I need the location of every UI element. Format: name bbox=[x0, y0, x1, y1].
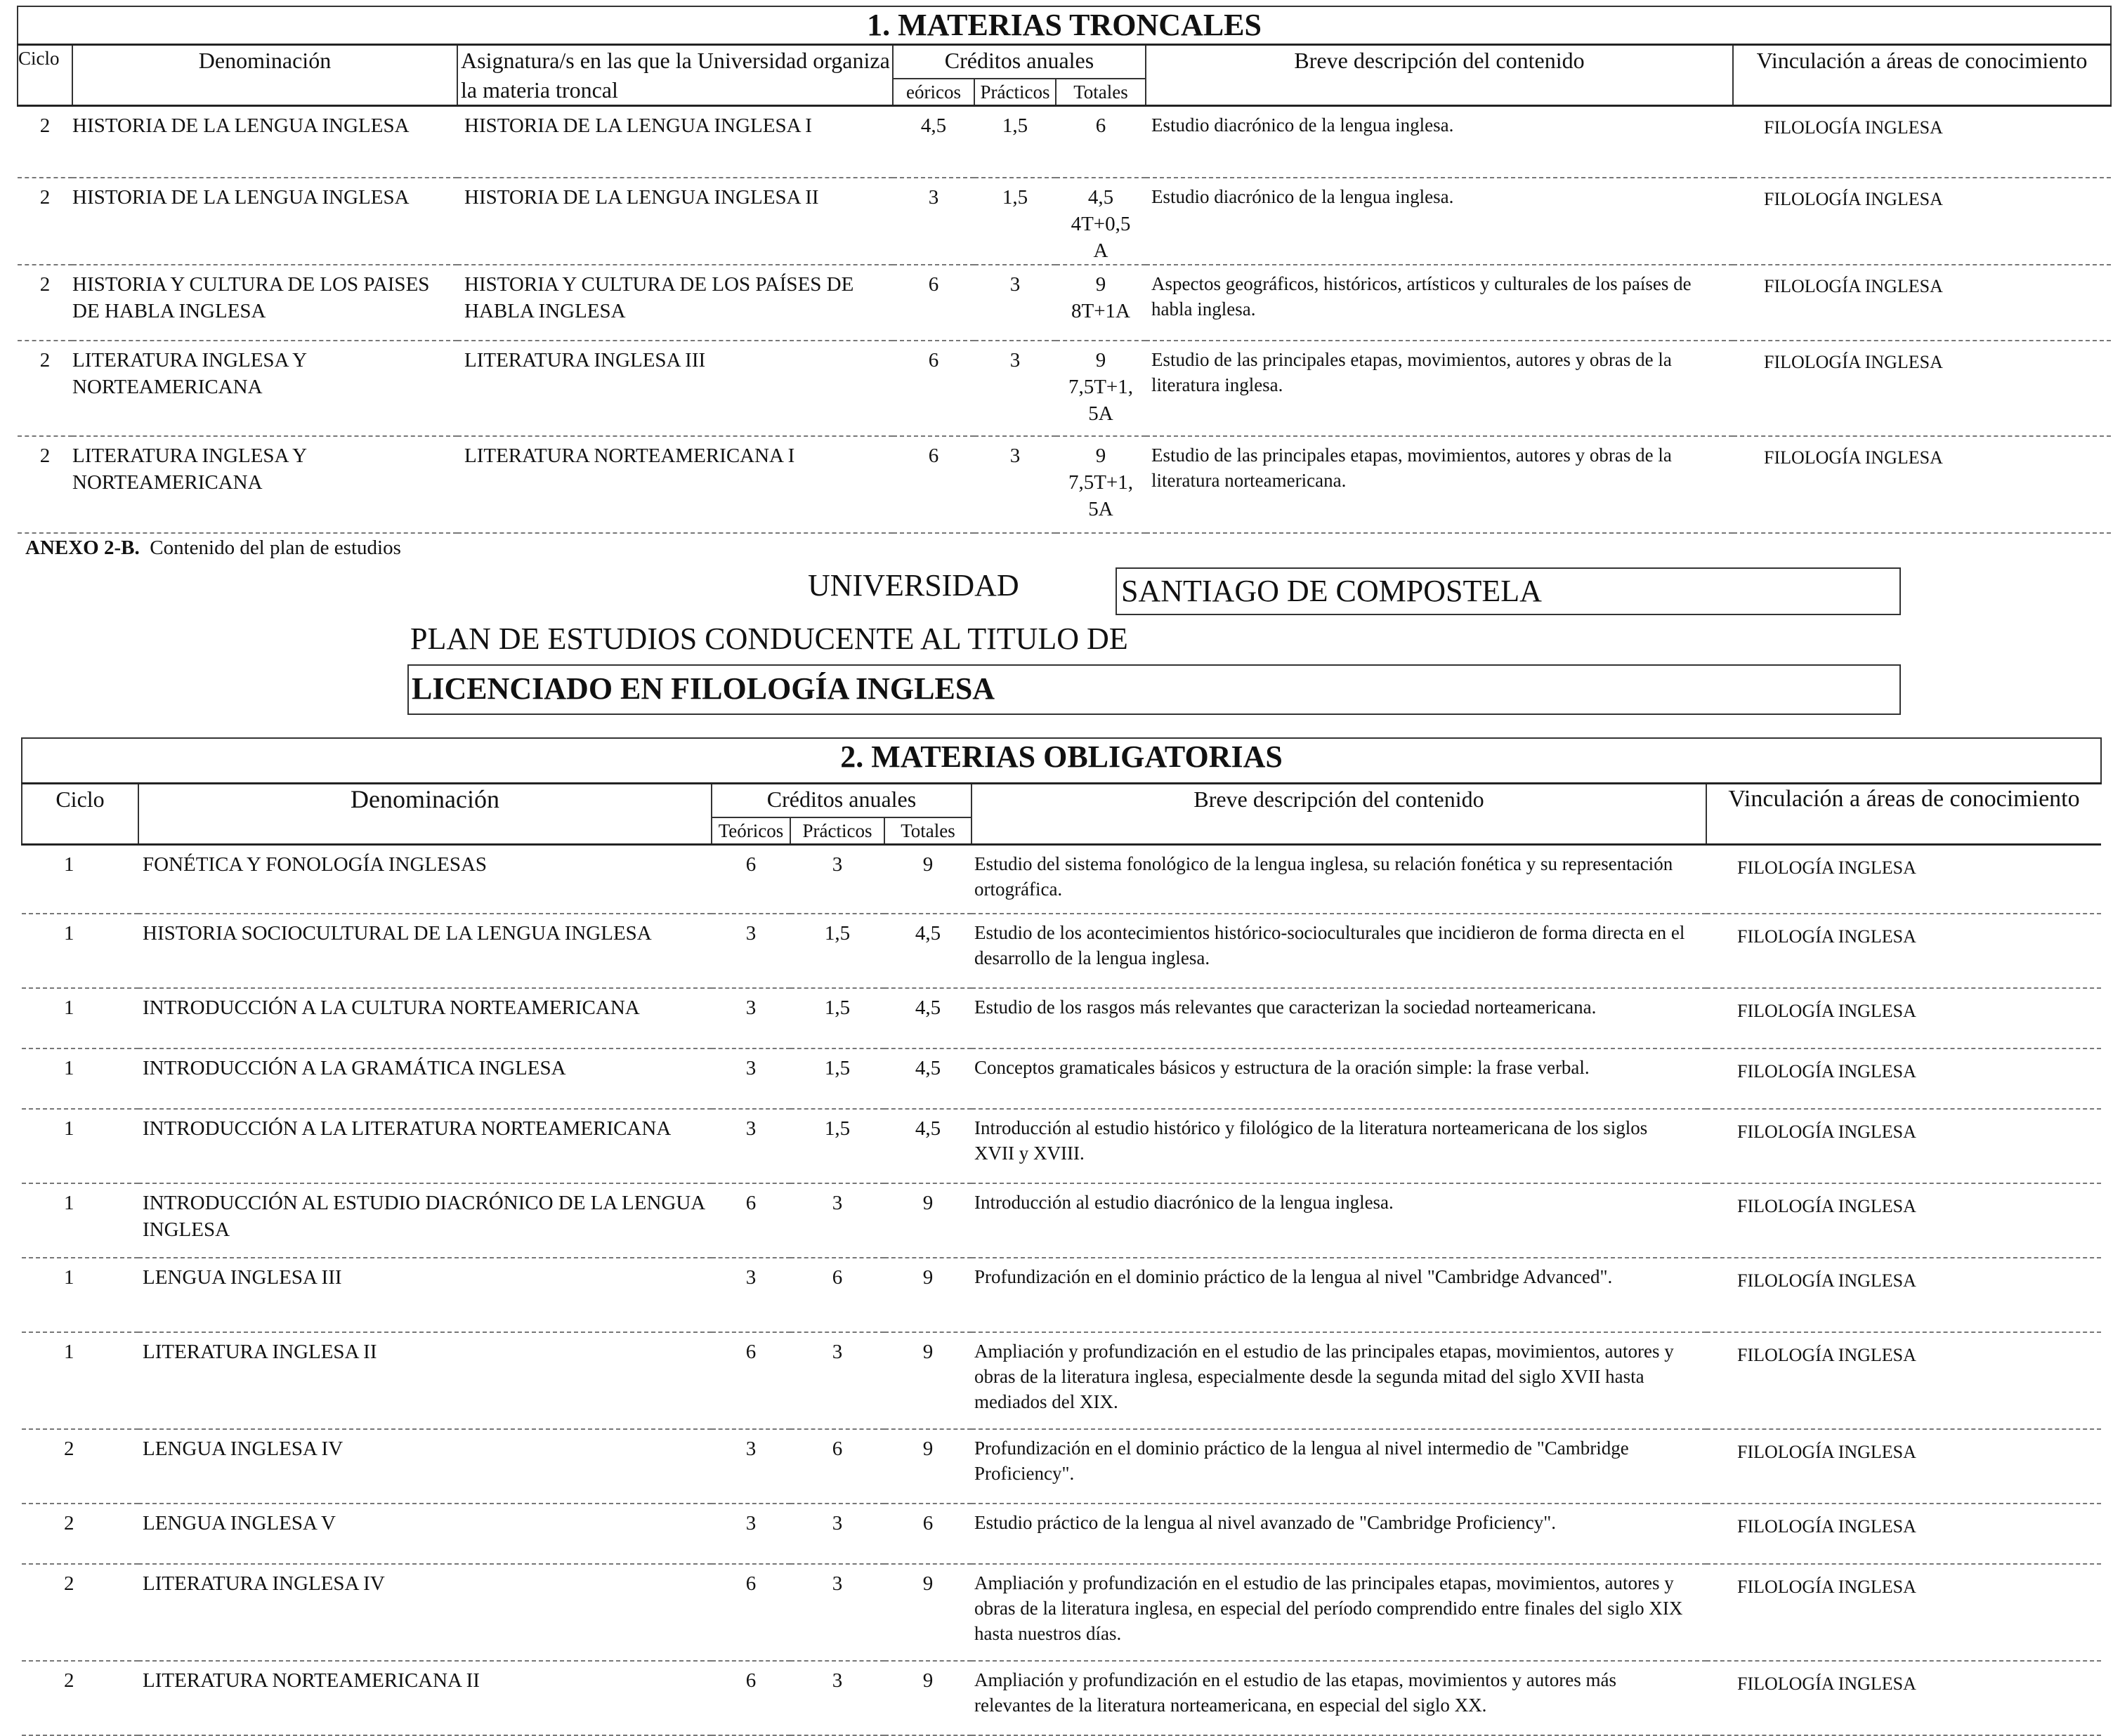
header-practicos: Prácticos bbox=[790, 817, 884, 845]
practicos-cell: 1,5 bbox=[974, 106, 1056, 178]
totales-cell: 4,5 bbox=[884, 1048, 972, 1109]
ciclo-cell: 2 bbox=[18, 178, 72, 265]
annex-label: ANEXO 2-B. bbox=[25, 537, 140, 559]
denominacion-cell: HISTORIA DE LA LENGUA INGLESA bbox=[72, 178, 457, 265]
totales-cell: 9 bbox=[884, 1332, 972, 1429]
totales-cell: 4,5 4T+0,5 A bbox=[1056, 178, 1146, 265]
practicos-cell: 3 bbox=[790, 845, 884, 914]
practicos-cell: 3 bbox=[790, 1183, 884, 1258]
descripcion-cell: Ampliación y profundización en el estudio de las etapas, movimientos y autores más relevantes de la literatura norteamericana, en especial del siglo XX. bbox=[972, 1661, 1706, 1735]
denominacion-cell: HISTORIA Y CULTURA DE LOS PAISES DE HABLA INGLESA bbox=[72, 265, 457, 341]
obligatorias-table bbox=[21, 737, 2102, 1736]
area-cell: FILOLOGÍA INGLESA bbox=[1706, 1183, 2101, 1258]
ciclo-cell: 2 bbox=[22, 1564, 138, 1661]
area-cell: FILOLOGÍA INGLESA bbox=[1706, 1504, 2101, 1564]
denominacion-cell: INTRODUCCIÓN A LA LITERATURA NORTEAMERICANA bbox=[138, 1109, 712, 1183]
descripcion-cell: Ampliación y profundización en el estudio de las principales etapas, movimientos, autores y obras de la literatura inglesa, en especial del período comprendido entre finales del siglo XIX hasta nuestros días. bbox=[972, 1564, 1706, 1661]
area-cell: FILOLOGÍA INGLESA bbox=[1733, 341, 2111, 436]
descripcion-cell: Estudio de los acontecimientos histórico-socioculturales que incidieron de forma directa en el desarrollo de la lengua inglesa. bbox=[972, 914, 1706, 988]
practicos-cell: 3 bbox=[790, 1332, 884, 1429]
practicos-cell: 3 bbox=[790, 1564, 884, 1661]
descripcion-cell: Ampliación y profundización en el estudio de las principales etapas, movimientos, autores y obras de la literatura inglesa, especialmente desde la segunda mitad del siglo XVII hasta mediados del XIX. bbox=[972, 1332, 1706, 1429]
area-cell: FILOLOGÍA INGLESA bbox=[1733, 265, 2111, 341]
table-row bbox=[22, 1109, 2101, 1183]
teoricos-cell: 6 bbox=[712, 1661, 790, 1735]
denominacion-cell: LITERATURA INGLESA Y NORTEAMERICANA bbox=[72, 436, 457, 533]
ciclo-cell: 2 bbox=[18, 436, 72, 533]
header-descripcion: Breve descripción del contenido bbox=[972, 784, 1706, 845]
obligatorias-title: 2. MATERIAS OBLIGATORIAS bbox=[22, 738, 2101, 784]
header-teoricos: Teóricos bbox=[712, 817, 790, 845]
table-row bbox=[22, 1564, 2101, 1661]
ciclo-cell: 2 bbox=[22, 1661, 138, 1735]
area-cell: FILOLOGÍA INGLESA bbox=[1706, 1048, 2101, 1109]
teoricos-cell: 3 bbox=[712, 914, 790, 988]
totales-cell: 9 7,5T+1, 5A bbox=[1056, 341, 1146, 436]
area-cell: FILOLOGÍA INGLESA bbox=[1706, 988, 2101, 1048]
totales-cell: 9 bbox=[884, 1429, 972, 1504]
table-row bbox=[22, 1661, 2101, 1735]
teoricos-cell: 6 bbox=[893, 436, 974, 533]
descripcion-cell: Introducción al estudio histórico y filológico de la literatura norteamericana de los siglos XVII y XVIII. bbox=[972, 1109, 1706, 1183]
area-cell: FILOLOGÍA INGLESA bbox=[1706, 1109, 2101, 1183]
practicos-cell: 3 bbox=[974, 265, 1056, 341]
troncales-title: 1. MATERIAS TRONCALES bbox=[18, 6, 2111, 45]
practicos-cell: 3 bbox=[974, 341, 1056, 436]
teoricos-cell: 6 bbox=[712, 1183, 790, 1258]
ciclo-cell: 2 bbox=[18, 265, 72, 341]
header-practicos: Prácticos bbox=[974, 79, 1056, 106]
teoricos-cell: 6 bbox=[893, 265, 974, 341]
descripcion-cell: Estudio de los rasgos más relevantes que caracterizan la sociedad norteamericana. bbox=[972, 988, 1706, 1048]
area-cell: FILOLOGÍA INGLESA bbox=[1706, 1564, 2101, 1661]
descripcion-cell: Estudio práctico de la lengua al nivel avanzado de "Cambridge Proficiency". bbox=[972, 1504, 1706, 1564]
practicos-cell: 1,5 bbox=[790, 1109, 884, 1183]
practicos-cell: 6 bbox=[790, 1258, 884, 1332]
table-row bbox=[22, 1332, 2101, 1429]
ciclo-cell: 1 bbox=[22, 1332, 138, 1429]
practicos-cell: 3 bbox=[790, 1661, 884, 1735]
denominacion-cell: INTRODUCCIÓN AL ESTUDIO DIACRÓNICO DE LA LENGUA INGLESA bbox=[138, 1183, 712, 1258]
teoricos-cell: 3 bbox=[712, 1048, 790, 1109]
table-row bbox=[18, 341, 2111, 436]
totales-cell: 9 7,5T+1, 5A bbox=[1056, 436, 1146, 533]
totales-cell: 9 bbox=[884, 845, 972, 914]
asignatura-cell: LITERATURA INGLESA III bbox=[457, 341, 893, 436]
header-teoricos: eóricos bbox=[893, 79, 974, 106]
totales-cell: 9 bbox=[884, 1183, 972, 1258]
teoricos-cell: 3 bbox=[712, 1109, 790, 1183]
denominacion-cell: INTRODUCCIÓN A LA CULTURA NORTEAMERICANA bbox=[138, 988, 712, 1048]
ciclo-cell: 1 bbox=[22, 988, 138, 1048]
header-asignatura: Asignatura/s en las que la Universidad organiza la materia troncal bbox=[457, 45, 893, 106]
header-denominacion: Denominación bbox=[138, 784, 712, 845]
teoricos-cell: 6 bbox=[712, 845, 790, 914]
practicos-cell: 3 bbox=[790, 1504, 884, 1564]
table-row bbox=[18, 106, 2111, 178]
plan-title: LICENCIADO EN FILOLOGÍA INGLESA bbox=[407, 664, 1901, 715]
area-cell: FILOLOGÍA INGLESA bbox=[1733, 436, 2111, 533]
table-row bbox=[22, 1183, 2101, 1258]
universidad-value: SANTIAGO DE COMPOSTELA bbox=[1116, 567, 1901, 615]
header-totales: Totales bbox=[884, 817, 972, 845]
practicos-cell: 1,5 bbox=[790, 914, 884, 988]
header-descripcion: Breve descripción del contenido bbox=[1146, 45, 1733, 106]
descripcion-cell: Estudio diacrónico de la lengua inglesa. bbox=[1146, 178, 1733, 265]
asignatura-cell: HISTORIA DE LA LENGUA INGLESA II bbox=[457, 178, 893, 265]
practicos-cell: 1,5 bbox=[790, 988, 884, 1048]
totales-cell: 4,5 bbox=[884, 914, 972, 988]
ciclo-cell: 1 bbox=[22, 1183, 138, 1258]
descripcion-cell: Conceptos gramaticales básicos y estructura de la oración simple: la frase verbal. bbox=[972, 1048, 1706, 1109]
area-cell: FILOLOGÍA INGLESA bbox=[1706, 1429, 2101, 1504]
teoricos-cell: 4,5 bbox=[893, 106, 974, 178]
practicos-cell: 1,5 bbox=[790, 1048, 884, 1109]
teoricos-cell: 3 bbox=[712, 1504, 790, 1564]
table-row bbox=[22, 988, 2101, 1048]
table-row bbox=[18, 436, 2111, 533]
descripcion-cell: Estudio de las principales etapas, movimientos, autores y obras de la literatura norteamericana. bbox=[1146, 436, 1733, 533]
descripcion-cell: Introducción al estudio diacrónico de la lengua inglesa. bbox=[972, 1183, 1706, 1258]
table-row bbox=[18, 178, 2111, 265]
denominacion-cell: HISTORIA DE LA LENGUA INGLESA bbox=[72, 106, 457, 178]
denominacion-cell: LENGUA INGLESA III bbox=[138, 1258, 712, 1332]
table-row bbox=[22, 1048, 2101, 1109]
totales-cell: 4,5 bbox=[884, 988, 972, 1048]
asignatura-cell: HISTORIA Y CULTURA DE LOS PAÍSES DE HABLA INGLESA bbox=[457, 265, 893, 341]
ciclo-cell: 2 bbox=[22, 1504, 138, 1564]
header-totales: Totales bbox=[1056, 79, 1146, 106]
descripcion-cell: Estudio diacrónico de la lengua inglesa. bbox=[1146, 106, 1733, 178]
practicos-cell: 3 bbox=[974, 436, 1056, 533]
denominacion-cell: LITERATURA INGLESA IV bbox=[138, 1564, 712, 1661]
ciclo-cell: 1 bbox=[22, 1258, 138, 1332]
teoricos-cell: 3 bbox=[712, 1429, 790, 1504]
obligatorias-body bbox=[22, 845, 2101, 1736]
totales-cell: 9 bbox=[884, 1661, 972, 1735]
denominacion-cell: LITERATURA INGLESA II bbox=[138, 1332, 712, 1429]
denominacion-cell: LITERATURA NORTEAMERICANA II bbox=[138, 1661, 712, 1735]
plan-label: PLAN DE ESTUDIOS CONDUCENTE AL TITULO DE bbox=[410, 622, 1128, 656]
descripcion-cell: Profundización en el dominio práctico de la lengua al nivel "Cambridge Advanced". bbox=[972, 1258, 1706, 1332]
ciclo-cell: 1 bbox=[22, 845, 138, 914]
table-row bbox=[22, 914, 2101, 988]
header-creditos: Créditos anuales bbox=[712, 784, 972, 818]
denominacion-cell: LENGUA INGLESA V bbox=[138, 1504, 712, 1564]
ciclo-cell: 2 bbox=[22, 1429, 138, 1504]
area-cell: FILOLOGÍA INGLESA bbox=[1706, 1258, 2101, 1332]
annex-line bbox=[25, 537, 401, 560]
denominacion-cell: HISTORIA SOCIOCULTURAL DE LA LENGUA INGLESA bbox=[138, 914, 712, 988]
denominacion-cell: FONÉTICA Y FONOLOGÍA INGLESAS bbox=[138, 845, 712, 914]
area-cell: FILOLOGÍA INGLESA bbox=[1706, 1332, 2101, 1429]
teoricos-cell: 6 bbox=[893, 341, 974, 436]
table-row bbox=[18, 265, 2111, 341]
teoricos-cell: 3 bbox=[893, 178, 974, 265]
troncales-body bbox=[18, 106, 2111, 534]
denominacion-cell: LITERATURA INGLESA Y NORTEAMERICANA bbox=[72, 341, 457, 436]
ciclo-cell: 2 bbox=[18, 341, 72, 436]
descripcion-cell: Estudio del sistema fonológico de la lengua inglesa, su relación fonética y su representación ortográfica. bbox=[972, 845, 1706, 914]
ciclo-cell: 1 bbox=[22, 1109, 138, 1183]
area-cell: FILOLOGÍA INGLESA bbox=[1706, 845, 2101, 914]
totales-cell: 6 bbox=[1056, 106, 1146, 178]
denominacion-cell: INTRODUCCIÓN A LA GRAMÁTICA INGLESA bbox=[138, 1048, 712, 1109]
totales-cell: 9 bbox=[884, 1564, 972, 1661]
descripcion-cell: Estudio de las principales etapas, movimientos, autores y obras de la literatura inglesa. bbox=[1146, 341, 1733, 436]
totales-cell: 6 bbox=[884, 1504, 972, 1564]
universidad-label: UNIVERSIDAD bbox=[808, 568, 1019, 603]
header-denominacion: Denominación bbox=[72, 45, 457, 106]
practicos-cell: 6 bbox=[790, 1429, 884, 1504]
area-cell: FILOLOGÍA INGLESA bbox=[1706, 1661, 2101, 1735]
asignatura-cell: LITERATURA NORTEAMERICANA I bbox=[457, 436, 893, 533]
ciclo-cell: 1 bbox=[22, 914, 138, 988]
header-creditos: Créditos anuales bbox=[893, 45, 1146, 79]
asignatura-cell: HISTORIA DE LA LENGUA INGLESA I bbox=[457, 106, 893, 178]
totales-cell: 9 bbox=[884, 1258, 972, 1332]
teoricos-cell: 3 bbox=[712, 988, 790, 1048]
totales-cell: 9 8T+1A bbox=[1056, 265, 1146, 341]
table-row bbox=[22, 845, 2101, 914]
troncales-table bbox=[17, 6, 2112, 534]
table-row bbox=[22, 1504, 2101, 1564]
header-vinculacion: Vinculación a áreas de conocimiento bbox=[1706, 784, 2101, 845]
descripcion-cell: Aspectos geográficos, históricos, artísticos y culturales de los países de habla inglesa. bbox=[1146, 265, 1733, 341]
header-ciclo: Ciclo bbox=[18, 45, 72, 106]
teoricos-cell: 6 bbox=[712, 1564, 790, 1661]
descripcion-cell: Profundización en el dominio práctico de la lengua al nivel intermedio de "Cambridge Proficiency". bbox=[972, 1429, 1706, 1504]
table-row bbox=[22, 1429, 2101, 1504]
denominacion-cell: LENGUA INGLESA IV bbox=[138, 1429, 712, 1504]
area-cell: FILOLOGÍA INGLESA bbox=[1733, 178, 2111, 265]
annex-text: Contenido del plan de estudios bbox=[150, 537, 401, 559]
ciclo-cell: 2 bbox=[18, 106, 72, 178]
area-cell: FILOLOGÍA INGLESA bbox=[1733, 106, 2111, 178]
area-cell: FILOLOGÍA INGLESA bbox=[1706, 914, 2101, 988]
practicos-cell: 1,5 bbox=[974, 178, 1056, 265]
teoricos-cell: 3 bbox=[712, 1258, 790, 1332]
totales-cell: 4,5 bbox=[884, 1109, 972, 1183]
ciclo-cell: 1 bbox=[22, 1048, 138, 1109]
teoricos-cell: 6 bbox=[712, 1332, 790, 1429]
header-vinculacion: Vinculación a áreas de conocimiento bbox=[1733, 45, 2111, 106]
table-row bbox=[22, 1258, 2101, 1332]
header-ciclo: Ciclo bbox=[22, 784, 138, 845]
